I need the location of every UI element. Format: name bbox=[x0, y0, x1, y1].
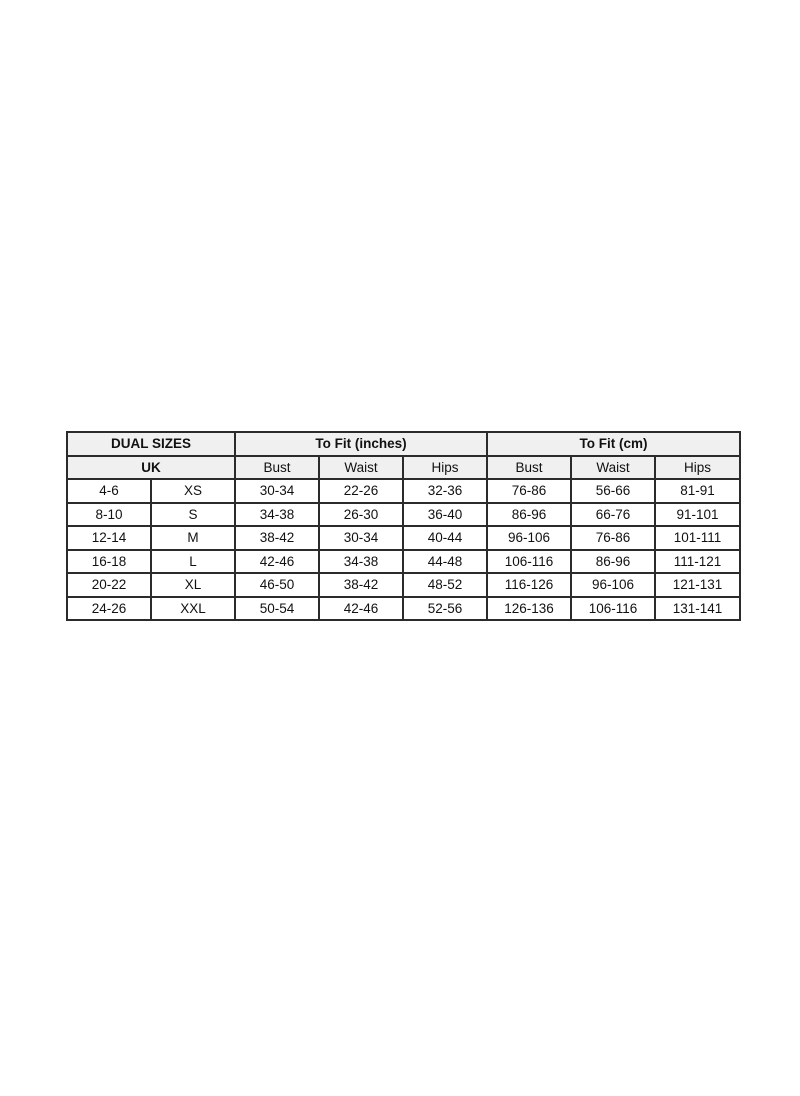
cell-size: L bbox=[151, 550, 235, 574]
cell-inches-bust: 34-38 bbox=[235, 503, 319, 527]
size-chart-table bbox=[66, 431, 741, 621]
cell-cm-hips: 121-131 bbox=[655, 573, 740, 597]
header-to-fit-cm: To Fit (cm) bbox=[487, 432, 740, 456]
cell-inches-bust: 38-42 bbox=[235, 526, 319, 550]
cell-inches-waist: 42-46 bbox=[319, 597, 403, 621]
subheader-row bbox=[67, 456, 740, 480]
header-to-fit-inches: To Fit (inches) bbox=[235, 432, 487, 456]
cell-inches-hips: 44-48 bbox=[403, 550, 487, 574]
cell-inches-hips: 40-44 bbox=[403, 526, 487, 550]
subheader-uk: UK bbox=[67, 456, 235, 480]
cell-cm-hips: 91-101 bbox=[655, 503, 740, 527]
cell-inches-bust: 30-34 bbox=[235, 479, 319, 503]
cell-size: M bbox=[151, 526, 235, 550]
subheader-cm-bust: Bust bbox=[487, 456, 571, 480]
cell-inches-waist: 34-38 bbox=[319, 550, 403, 574]
cell-cm-bust: 96-106 bbox=[487, 526, 571, 550]
cell-size: XXL bbox=[151, 597, 235, 621]
table-row bbox=[67, 550, 740, 574]
cell-uk: 12-14 bbox=[67, 526, 151, 550]
header-row bbox=[67, 432, 740, 456]
table-row bbox=[67, 597, 740, 621]
cell-cm-waist: 96-106 bbox=[571, 573, 655, 597]
cell-inches-bust: 42-46 bbox=[235, 550, 319, 574]
cell-size: S bbox=[151, 503, 235, 527]
cell-cm-hips: 81-91 bbox=[655, 479, 740, 503]
cell-uk: 4-6 bbox=[67, 479, 151, 503]
subheader-inches-waist: Waist bbox=[319, 456, 403, 480]
table-row bbox=[67, 573, 740, 597]
cell-cm-bust: 126-136 bbox=[487, 597, 571, 621]
cell-cm-bust: 76-86 bbox=[487, 479, 571, 503]
cell-uk: 8-10 bbox=[67, 503, 151, 527]
cell-cm-waist: 86-96 bbox=[571, 550, 655, 574]
cell-cm-bust: 86-96 bbox=[487, 503, 571, 527]
cell-uk: 16-18 bbox=[67, 550, 151, 574]
cell-cm-hips: 131-141 bbox=[655, 597, 740, 621]
cell-uk: 24-26 bbox=[67, 597, 151, 621]
cell-inches-hips: 52-56 bbox=[403, 597, 487, 621]
subheader-inches-hips: Hips bbox=[403, 456, 487, 480]
subheader-cm-hips: Hips bbox=[655, 456, 740, 480]
cell-inches-hips: 36-40 bbox=[403, 503, 487, 527]
subheader-inches-bust: Bust bbox=[235, 456, 319, 480]
cell-cm-hips: 111-121 bbox=[655, 550, 740, 574]
cell-inches-waist: 38-42 bbox=[319, 573, 403, 597]
cell-size: XL bbox=[151, 573, 235, 597]
cell-cm-waist: 106-116 bbox=[571, 597, 655, 621]
cell-inches-waist: 26-30 bbox=[319, 503, 403, 527]
cell-inches-bust: 46-50 bbox=[235, 573, 319, 597]
cell-uk: 20-22 bbox=[67, 573, 151, 597]
cell-inches-hips: 48-52 bbox=[403, 573, 487, 597]
cell-inches-waist: 30-34 bbox=[319, 526, 403, 550]
table-row bbox=[67, 526, 740, 550]
table-row bbox=[67, 503, 740, 527]
cell-cm-waist: 56-66 bbox=[571, 479, 655, 503]
cell-cm-waist: 66-76 bbox=[571, 503, 655, 527]
cell-cm-bust: 106-116 bbox=[487, 550, 571, 574]
cell-size: XS bbox=[151, 479, 235, 503]
table-row bbox=[67, 479, 740, 503]
cell-cm-waist: 76-86 bbox=[571, 526, 655, 550]
cell-inches-bust: 50-54 bbox=[235, 597, 319, 621]
header-dual-sizes: DUAL SIZES bbox=[67, 432, 235, 456]
cell-inches-hips: 32-36 bbox=[403, 479, 487, 503]
cell-cm-bust: 116-126 bbox=[487, 573, 571, 597]
cell-inches-waist: 22-26 bbox=[319, 479, 403, 503]
subheader-cm-waist: Waist bbox=[571, 456, 655, 480]
cell-cm-hips: 101-111 bbox=[655, 526, 740, 550]
